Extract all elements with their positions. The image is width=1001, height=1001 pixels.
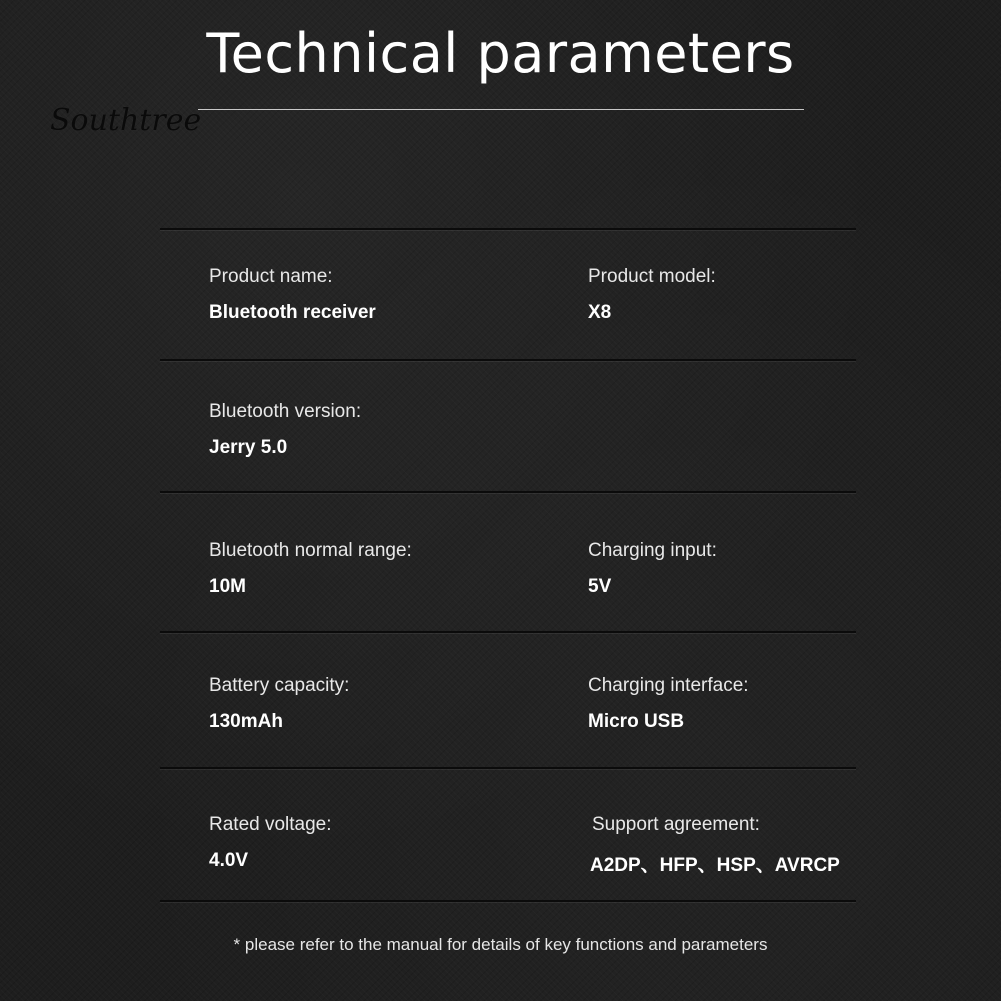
spec-label-bluetooth-version: Bluetooth version:: [209, 401, 362, 422]
spec-label-rated-voltage: Rated voltage:: [209, 814, 332, 835]
brand-watermark: Southtree: [50, 103, 202, 138]
spec-label-charging-input: Charging input:: [588, 540, 717, 561]
spec-value-battery-capacity: 130mAh: [209, 711, 283, 732]
footnote: * please refer to the manual for details of key functions and parameters: [233, 935, 768, 954]
spec-label-support-agreement: Support agreement:: [592, 814, 760, 835]
table-divider: [160, 228, 856, 230]
spec-value-product-name: Bluetooth receiver: [209, 302, 376, 323]
spec-label-charging-interface: Charging interface:: [588, 675, 749, 696]
table-divider: [160, 631, 856, 633]
table-divider: [160, 767, 856, 769]
spec-label-product-model: Product model:: [588, 266, 716, 287]
table-divider: [160, 900, 856, 902]
spec-value-bluetooth-range: 10M: [209, 576, 246, 597]
spec-label-product-name: Product name:: [209, 266, 333, 287]
spec-value-product-model: X8: [588, 302, 612, 323]
table-divider: [160, 491, 856, 493]
spec-value-charging-interface: Micro USB: [588, 711, 685, 732]
title-underline: [198, 109, 804, 110]
spec-value-rated-voltage: 4.0V: [209, 850, 249, 871]
spec-value-charging-input: 5V: [588, 576, 612, 597]
spec-label-bluetooth-range: Bluetooth normal range:: [209, 540, 412, 561]
page-title: Technical parameters: [206, 22, 795, 85]
table-divider: [160, 359, 856, 361]
spec-value-bluetooth-version: Jerry 5.0: [209, 437, 288, 458]
spec-label-battery-capacity: Battery capacity:: [209, 675, 350, 696]
spec-value-support-agreement: A2DP、HFP、HSP、AVRCP: [590, 855, 840, 876]
